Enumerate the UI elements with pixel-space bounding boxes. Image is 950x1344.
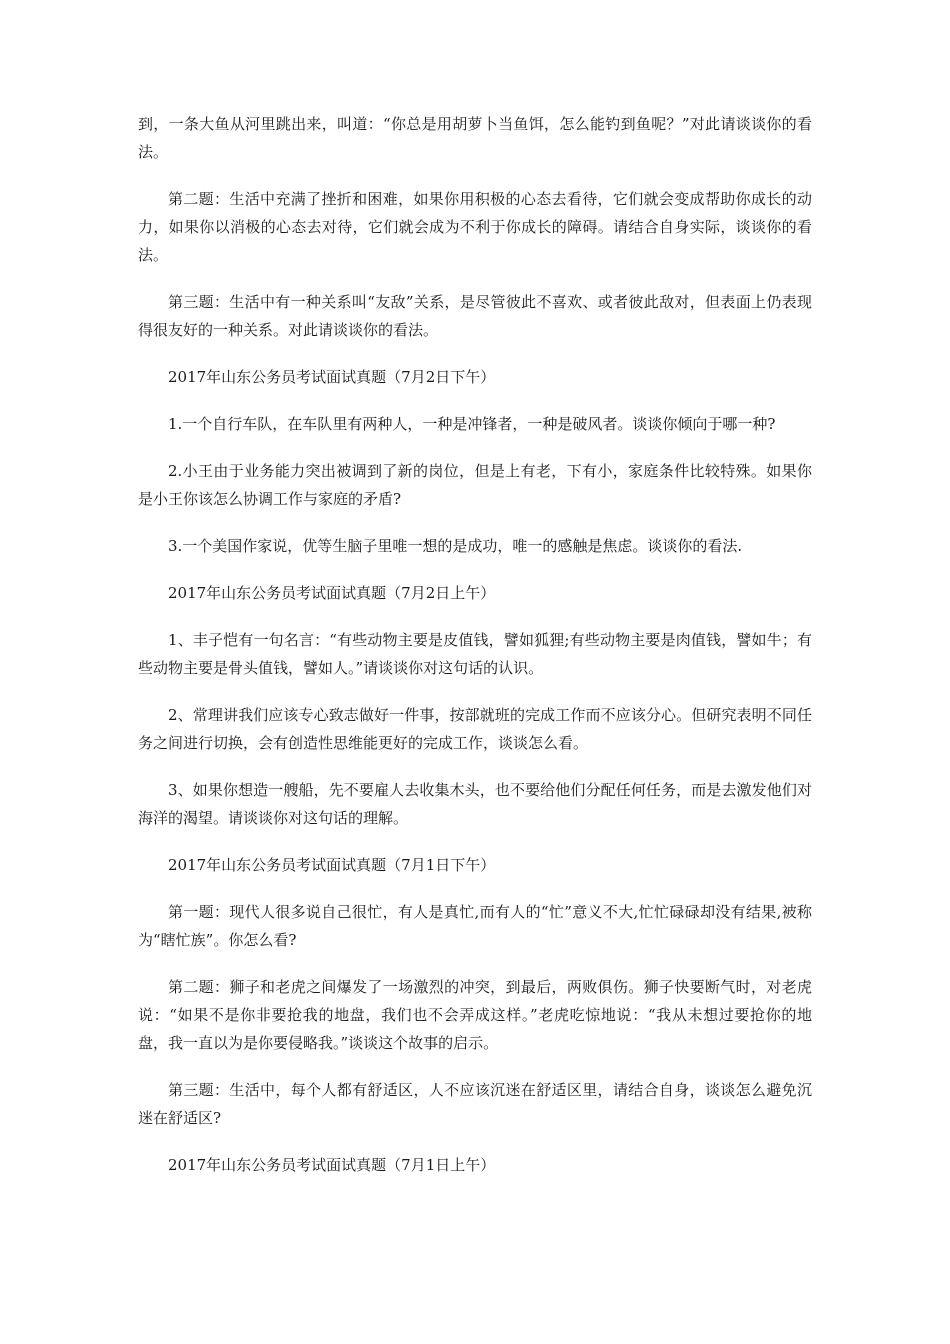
paragraph-cycling-team: 1.一个自行车队，在车队里有两种人，一种是冲锋者，一种是破风者。谈谈你倾向于哪一种? [168, 415, 776, 433]
section-heading-july2-afternoon: 2017年山东公务员考试面试真题（7月2日下午） [168, 368, 496, 386]
section-heading-july1-afternoon: 2017年山东公务员考试面试真题（7月1日下午） [168, 856, 496, 874]
paragraph-lion-and-tiger: 第二题：狮子和老虎之间爆发了一场激烈的冲突，到最后，两败俱伤。狮子快要断气时，对老虎说：“如果不是你非要抢我的地盘，我们也不会弄成这样。”老虎吃惊地说：“我从未想过要抢你的地盘，我一直以为是你要侵略我。”谈谈这个故事的启示。 [138, 978, 812, 1052]
paragraph-fishing-question-end: 到，一条大鱼从河里跳出来，叫道：“你总是用胡萝卜当鱼饵，怎么能钓到鱼呢？”对此请谈谈你的看法。 [138, 115, 812, 161]
paragraph-feng-zikai-quote: 1、丰子恺有一句名言：“有些动物主要是皮值钱，譬如狐狸;有些动物主要是肉值钱，譬如牛；有些动物主要是骨头值钱，譬如人。”请谈谈你对这句话的认识。 [138, 631, 812, 677]
paragraph-question-3-frenemy: 第三题：生活中有一种关系叫“友敌”关系，是尽管彼此不喜欢、或者彼此敌对，但表面上仍表现得很友好的一种关系。对此请谈谈你的看法。 [138, 293, 812, 339]
paragraph-comfort-zone: 第三题：生活中，每个人都有舒适区，人不应该沉迷在舒适区里，请结合自身，谈谈怎么避免沉迷在舒适区? [138, 1081, 812, 1127]
paragraph-task-switching: 2、常理讲我们应该专心致志做好一件事，按部就班的完成工作而不应该分心。但研究表明不同任务之间进行切换，会有创造性思维能更好的完成工作，谈谈怎么看。 [138, 706, 812, 752]
paragraph-top-student-anxiety: 3.一个美国作家说，优等生脑子里唯一想的是成功，唯一的感触是焦虑。谈谈你的看法. [168, 537, 743, 555]
document-page [138, 110, 812, 1198]
paragraph-xiaowang-work-family: 2.小王由于业务能力突出被调到了新的岗位，但是上有老，下有小，家庭条件比较特殊。如果你是小王你该怎么协调工作与家庭的矛盾? [138, 462, 812, 508]
paragraph-busy-people: 第一题：现代人很多说自己很忙，有人是真忙,而有人的“忙”意义不大,忙忙碌碌却没有结果,被称为“瞎忙族”。你怎么看? [138, 903, 812, 949]
section-heading-july2-morning: 2017年山东公务员考试面试真题（7月2日上午） [168, 584, 496, 602]
paragraph-question-2-adversity: 第二题：生活中充满了挫折和困难，如果你用积极的心态去看待，它们就会变成帮助你成长的动力，如果你以消极的心态去对待，它们就会成为不利于你成长的障碍。请结合自身实际，谈谈你的看法。 [138, 190, 812, 264]
section-heading-july1-morning: 2017年山东公务员考试面试真题（7月1日上午） [168, 1156, 496, 1174]
paragraph-build-a-ship: 3、如果你想造一艘船，先不要雇人去收集木头，也不要给他们分配任何任务，而是去激发他们对海洋的渴望。请谈谈你对这句话的理解。 [138, 781, 812, 827]
